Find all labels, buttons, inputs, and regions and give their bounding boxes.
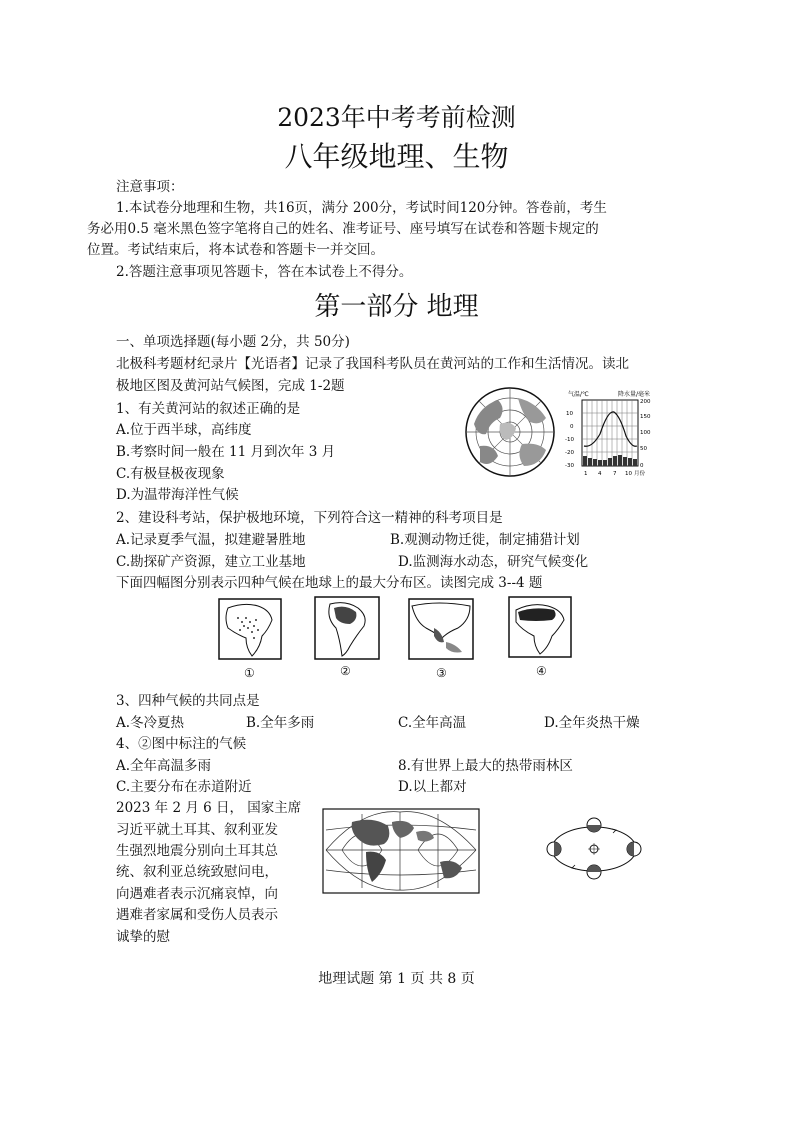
intro-line2: 极地区图及黄河站气候图，完成 1-2题 <box>116 378 345 394</box>
q2-option-d: D.监测海水动态，研究气候变化 <box>398 554 589 570</box>
q4-option-b: 8.有世界上最大的热带雨林区 <box>398 758 573 774</box>
q4-option-a: A.全年高温多雨 <box>116 758 212 774</box>
q1-option-c: C.有极昼极夜现象 <box>116 466 225 482</box>
chart-left-tick: -10 <box>565 437 574 443</box>
climate-map-1 <box>218 598 282 664</box>
passage-line: 2023 年 2 月 6 日， 国家主席 <box>116 800 302 816</box>
q1-option-a: A.位于西半球，高纬度 <box>116 422 252 438</box>
chart-right-tick: 50 <box>640 446 647 452</box>
chart-right-tick: 100 <box>640 430 651 436</box>
q4-stem: 4、②图中标注的气候 <box>116 736 247 752</box>
map-label-3: ③ <box>436 666 447 680</box>
notice-item1-line3: 位置。考试结束后，将本试卷和答题卡一并交回。 <box>87 242 384 258</box>
passage-line: 统、叙利亚总统致慰问电， <box>116 864 278 880</box>
passage-line: 生强烈地震分别向土耳其总 <box>116 843 278 859</box>
arctic-map <box>460 384 560 484</box>
chart-right-tick: 0 <box>640 463 644 469</box>
map-label-4: ④ <box>536 664 547 678</box>
chart-right-tick: 200 <box>640 399 651 405</box>
climate-map-4 <box>508 596 572 662</box>
q1-option-d: D.为温带海洋性气候 <box>116 487 239 503</box>
climate-map-3 <box>408 598 474 664</box>
q3-option-b: B.全年多雨 <box>246 715 315 731</box>
q3-option-c: C.全年高温 <box>398 715 467 731</box>
exam-subtitle: 八年级地理、生物 <box>284 140 509 173</box>
notice-item1-line1: 1.本试卷分地理和生物，共16页，满分 200分，考试时间120分钟。答卷前，考生 <box>116 200 607 216</box>
earth-orbit-diagram <box>542 812 646 890</box>
passage-line: 习近平就土耳其、叙利亚发 <box>116 822 278 838</box>
chart-x-tick: 7 <box>613 471 617 477</box>
world-map <box>322 808 480 898</box>
passage-line: 向遇难者表示沉痛哀悼，向 <box>116 886 278 902</box>
q2-option-c: C.勘探矿产资源，建立工业基地 <box>116 554 306 570</box>
q4-option-c: C.主要分布在赤道附近 <box>116 779 252 795</box>
part-title: 第一部分 地理 <box>314 292 479 322</box>
climate-chart <box>564 388 656 484</box>
q1-option-b: B.考察时间一般在 11 月到次年 3 月 <box>116 444 336 460</box>
chart-x-tick: 月份 <box>634 471 646 477</box>
q1-stem: 1、有关黄河站的叙述正确的是 <box>116 401 301 417</box>
chart-left-tick: 0 <box>570 424 574 430</box>
notice-item1-line2: 务必用0.5 毫米黑色签字笔将自己的姓名、准考证号、座号填写在试卷和答题卡规定的 <box>87 221 599 237</box>
chart-ylabel-right: 降水量/毫米 <box>618 391 651 398</box>
climate-map-2 <box>314 596 380 664</box>
passage-line: 诚挚的慰 <box>116 929 170 945</box>
q2-stem: 2、建设科考站，保护极地环境，下列符合这一精神的科考项目是 <box>116 510 503 526</box>
q3-option-a: A.冬冷夏热 <box>116 715 185 731</box>
exam-title: 2023年中考考前检测 <box>277 103 516 132</box>
chart-left-tick: -20 <box>565 450 574 456</box>
chart-left-tick: -30 <box>565 463 574 469</box>
section-heading: 一、单项选择题(每小题 2分，共 50分) <box>116 334 350 350</box>
page-footer: 地理试题 第 1 页 共 8 页 <box>318 971 475 987</box>
intro-line1: 北极科考题材纪录片【光语者】记录了我国科考队员在黄河站的工作和生活情况。读北 <box>116 356 629 372</box>
passage-line: 遇难者家属和受伤人员表示 <box>116 907 278 923</box>
map-label-1: ① <box>244 666 255 680</box>
chart-x-tick: 10 <box>625 471 632 477</box>
q4-option-d: D.以上都对 <box>398 779 467 795</box>
q2-option-a: A.记录夏季气温，拟建避暑胜地 <box>116 532 306 548</box>
notice-item2: 2.答题注意事项见答题卡，答在本试卷上不得分。 <box>116 264 413 280</box>
chart-left-tick: 10 <box>566 411 573 417</box>
map-label-2: ② <box>340 664 351 678</box>
notice-heading: 注意事项： <box>116 179 184 195</box>
q3-option-d: D.全年炎热干燥 <box>544 715 640 731</box>
intro-q3-4: 下面四幅图分别表示四种气候在地球上的最大分布区。读图完成 3--4 题 <box>116 575 543 591</box>
chart-x-tick: 4 <box>598 471 602 477</box>
q3-stem: 3、四种气候的共同点是 <box>116 693 260 709</box>
q2-option-b: B.观测动物迁徙，制定捕猎计划 <box>390 532 580 548</box>
chart-x-tick: 1 <box>584 471 588 477</box>
chart-right-tick: 150 <box>640 414 651 420</box>
chart-ylabel-left: 气温/℃ <box>568 391 589 398</box>
